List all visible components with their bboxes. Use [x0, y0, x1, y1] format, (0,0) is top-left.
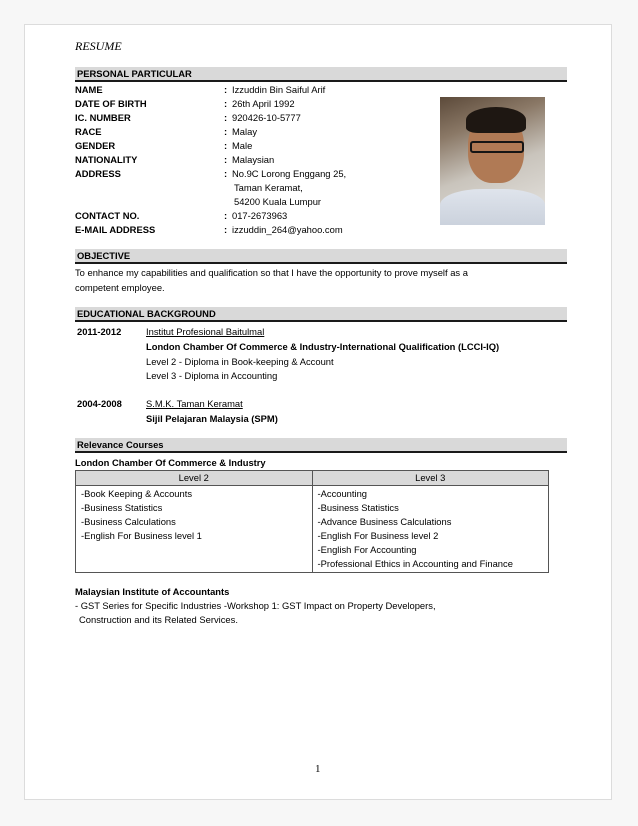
education-years: 2011-2012 [77, 326, 122, 337]
field-colon: : [224, 210, 228, 221]
course-item: -Professional Ethics in Accounting and Finance [317, 558, 513, 569]
field-value: No.9C Lorong Enggang 25, [232, 168, 347, 179]
field-value: 920426-10-5777 [232, 112, 301, 123]
field-value: 54200 Kuala Lumpur [234, 196, 322, 207]
mia-line-2: Construction and its Related Services. [79, 614, 238, 625]
field-colon: : [224, 140, 228, 151]
field-colon: : [224, 98, 228, 109]
education-qualification: Sijil Pelajaran Malaysia (SPM) [146, 413, 278, 424]
field-colon: : [224, 224, 228, 235]
field-colon: : [224, 84, 228, 95]
course-item: -English For Business level 1 [81, 530, 202, 541]
field-label: ADDRESS [75, 168, 121, 179]
column-header-level-3: Level 3 [312, 471, 549, 486]
course-item: -Accounting [317, 488, 368, 499]
field-value: Male [232, 140, 253, 151]
field-colon: : [224, 154, 228, 165]
mia-line-1: - GST Series for Specific Industries -Workshop 1: GST Impact on Property Developers, [75, 600, 436, 611]
section-relevance-courses: Relevance Courses [75, 438, 567, 453]
education-detail: Level 3 - Diploma in Accounting [146, 370, 278, 381]
field-colon: : [224, 168, 228, 179]
field-label: GENDER [75, 140, 116, 151]
level-3-courses [312, 486, 549, 573]
education-school: S.M.K. Taman Keramat [146, 398, 243, 409]
course-item: -Business Statistics [81, 502, 163, 513]
course-item: -English For Business level 2 [317, 530, 439, 541]
field-label: NAME [75, 84, 103, 95]
objective-line-2: competent employee. [75, 282, 165, 293]
field-label: NATIONALITY [75, 154, 138, 165]
course-item: -Book Keeping & Accounts [81, 488, 193, 499]
field-value: 26th April 1992 [232, 98, 295, 109]
lcci-title: London Chamber Of Commerce & Industry [75, 457, 266, 468]
section-objective: OBJECTIVE [75, 249, 567, 264]
field-label: CONTACT NO. [75, 210, 140, 221]
column-header-level-2: Level 2 [76, 471, 313, 486]
education-detail: Level 2 - Diploma in Book-keeping & Account [146, 356, 334, 367]
field-value: Malaysian [232, 154, 275, 165]
course-item: -English For Accounting [317, 544, 417, 555]
field-value: Malay [232, 126, 258, 137]
course-item: -Business Calculations [81, 516, 176, 527]
field-value: izzuddin_264@yahoo.com [232, 224, 343, 235]
education-school: Institut Profesional Baitulmal [146, 326, 265, 337]
education-years: 2004-2008 [77, 398, 122, 409]
field-colon: : [224, 112, 228, 123]
field-value: 017-2673963 [232, 210, 288, 221]
resume-title: RESUME [75, 39, 122, 53]
table-row [76, 486, 549, 573]
education-qualification: London Chamber Of Commerce & Industry-International Qualification (LCCI-IQ) [146, 341, 500, 352]
profile-photo [440, 97, 545, 225]
courses-table [75, 470, 549, 573]
field-label: E-MAIL ADDRESS [75, 224, 156, 235]
section-educational-background: EDUCATIONAL BACKGROUND [75, 307, 567, 322]
field-label: DATE OF BIRTH [75, 98, 147, 109]
document-page [24, 24, 612, 800]
page-number: 1 [315, 763, 321, 775]
level-2-courses [76, 486, 313, 573]
mia-title: Malaysian Institute of Accountants [75, 586, 230, 597]
field-colon: : [224, 126, 228, 137]
field-label: RACE [75, 126, 102, 137]
objective-line-1: To enhance my capabilities and qualification so that I have the opportunity to prove myself as a [75, 267, 468, 278]
section-personal-particular: PERSONAL PARTICULAR [75, 67, 567, 82]
field-label: IC. NUMBER [75, 112, 131, 123]
field-value: Taman Keramat, [234, 182, 303, 193]
course-item: -Business Statistics [317, 502, 399, 513]
course-item: -Advance Business Calculations [317, 516, 452, 527]
field-value: Izzuddin Bin Saiful Arif [232, 84, 326, 95]
